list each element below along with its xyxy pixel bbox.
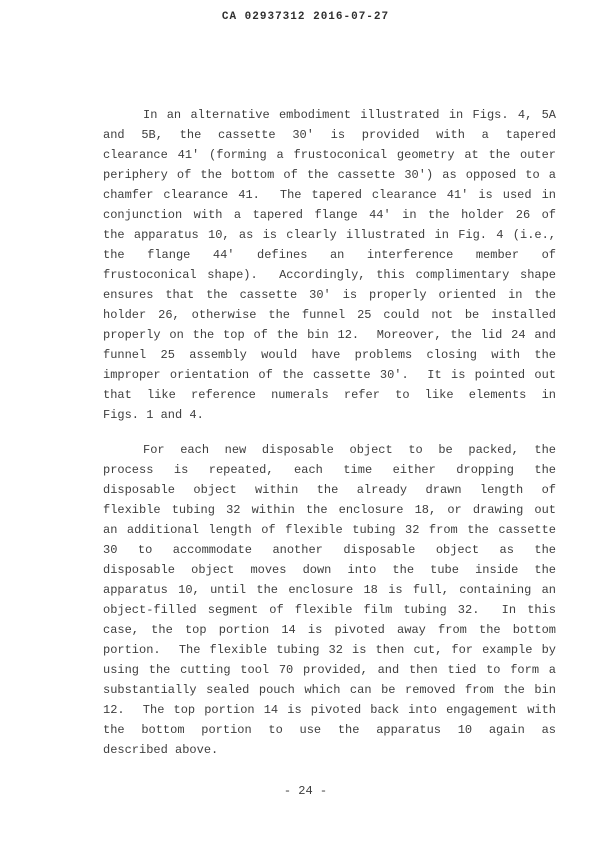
text-line: described above. (103, 743, 219, 757)
text-line: substantially sealed pouch which can be removed from the bin (103, 683, 556, 697)
paragraph-alternative-embodiment (103, 105, 556, 425)
text-line: portion. The flexible tubing 32 is then cut, for example by (103, 643, 556, 657)
text-line: 30 to accommodate another disposable object as the (103, 543, 556, 557)
text-line: disposable object within the already drawn length of (103, 483, 556, 497)
text-line: 12. The top portion 14 is pivoted back into engagement with (103, 703, 556, 717)
text-line: and 5B, the cassette 30' is provided with a tapered (103, 128, 556, 142)
text-line: chamfer clearance 41. The tapered clearance 41' is used in (103, 188, 556, 202)
text-line: For each new disposable object to be packed, the (143, 443, 556, 457)
text-line: holder 26, otherwise the funnel 25 could not be installed (103, 308, 556, 322)
text-line: In an alternative embodiment illustrated in Figs. 4, 5A (143, 108, 556, 122)
text-line: frustoconical shape). Accordingly, this complimentary shape (103, 268, 556, 282)
text-line: flexible tubing 32 within the enclosure 18, or drawing out (103, 503, 556, 517)
text-line: ensures that the cassette 30' is properly oriented in the (103, 288, 556, 302)
text-line: conjunction with a tapered flange 44' in the holder 26 of (103, 208, 556, 222)
text-line: apparatus 10, until the enclosure 18 is full, containing an (103, 583, 556, 597)
text-line: the flange 44' defines an interference member of (103, 248, 556, 262)
text-line: periphery of the bottom of the cassette 30') as opposed to a (103, 168, 556, 182)
text-line: funnel 25 assembly would have problems closing with the (103, 348, 556, 362)
patent-number-header: CA 02937312 2016-07-27 (221, 11, 390, 23)
text-line: case, the top portion 14 is pivoted away from the bottom (103, 623, 556, 637)
text-line: the bottom portion to use the apparatus 10 again as (103, 723, 556, 737)
page-number-footer: - 24 - (283, 784, 328, 798)
document-body (103, 105, 556, 760)
text-line: properly on the top of the bin 12. Moreover, the lid 24 and (103, 328, 556, 342)
text-line: disposable object moves down into the tube inside the (103, 563, 556, 577)
text-line: improper orientation of the cassette 30'. It is pointed out (103, 368, 556, 382)
paragraph-packing-process (103, 440, 556, 760)
text-line: the apparatus 10, as is clearly illustrated in Fig. 4 (i.e., (103, 228, 556, 242)
text-line: clearance 41' (forming a frustoconical geometry at the outer (103, 148, 556, 162)
text-line: an additional length of flexible tubing 32 from the cassette (103, 523, 556, 537)
text-line: Figs. 1 and 4. (103, 408, 204, 422)
text-line: that like reference numerals refer to like elements in (103, 388, 556, 402)
text-line: process is repeated, each time either dropping the (103, 463, 556, 477)
text-line: using the cutting tool 70 provided, and then tied to form a (103, 663, 556, 677)
text-line: object-filled segment of flexible film tubing 32. In this (103, 603, 556, 617)
